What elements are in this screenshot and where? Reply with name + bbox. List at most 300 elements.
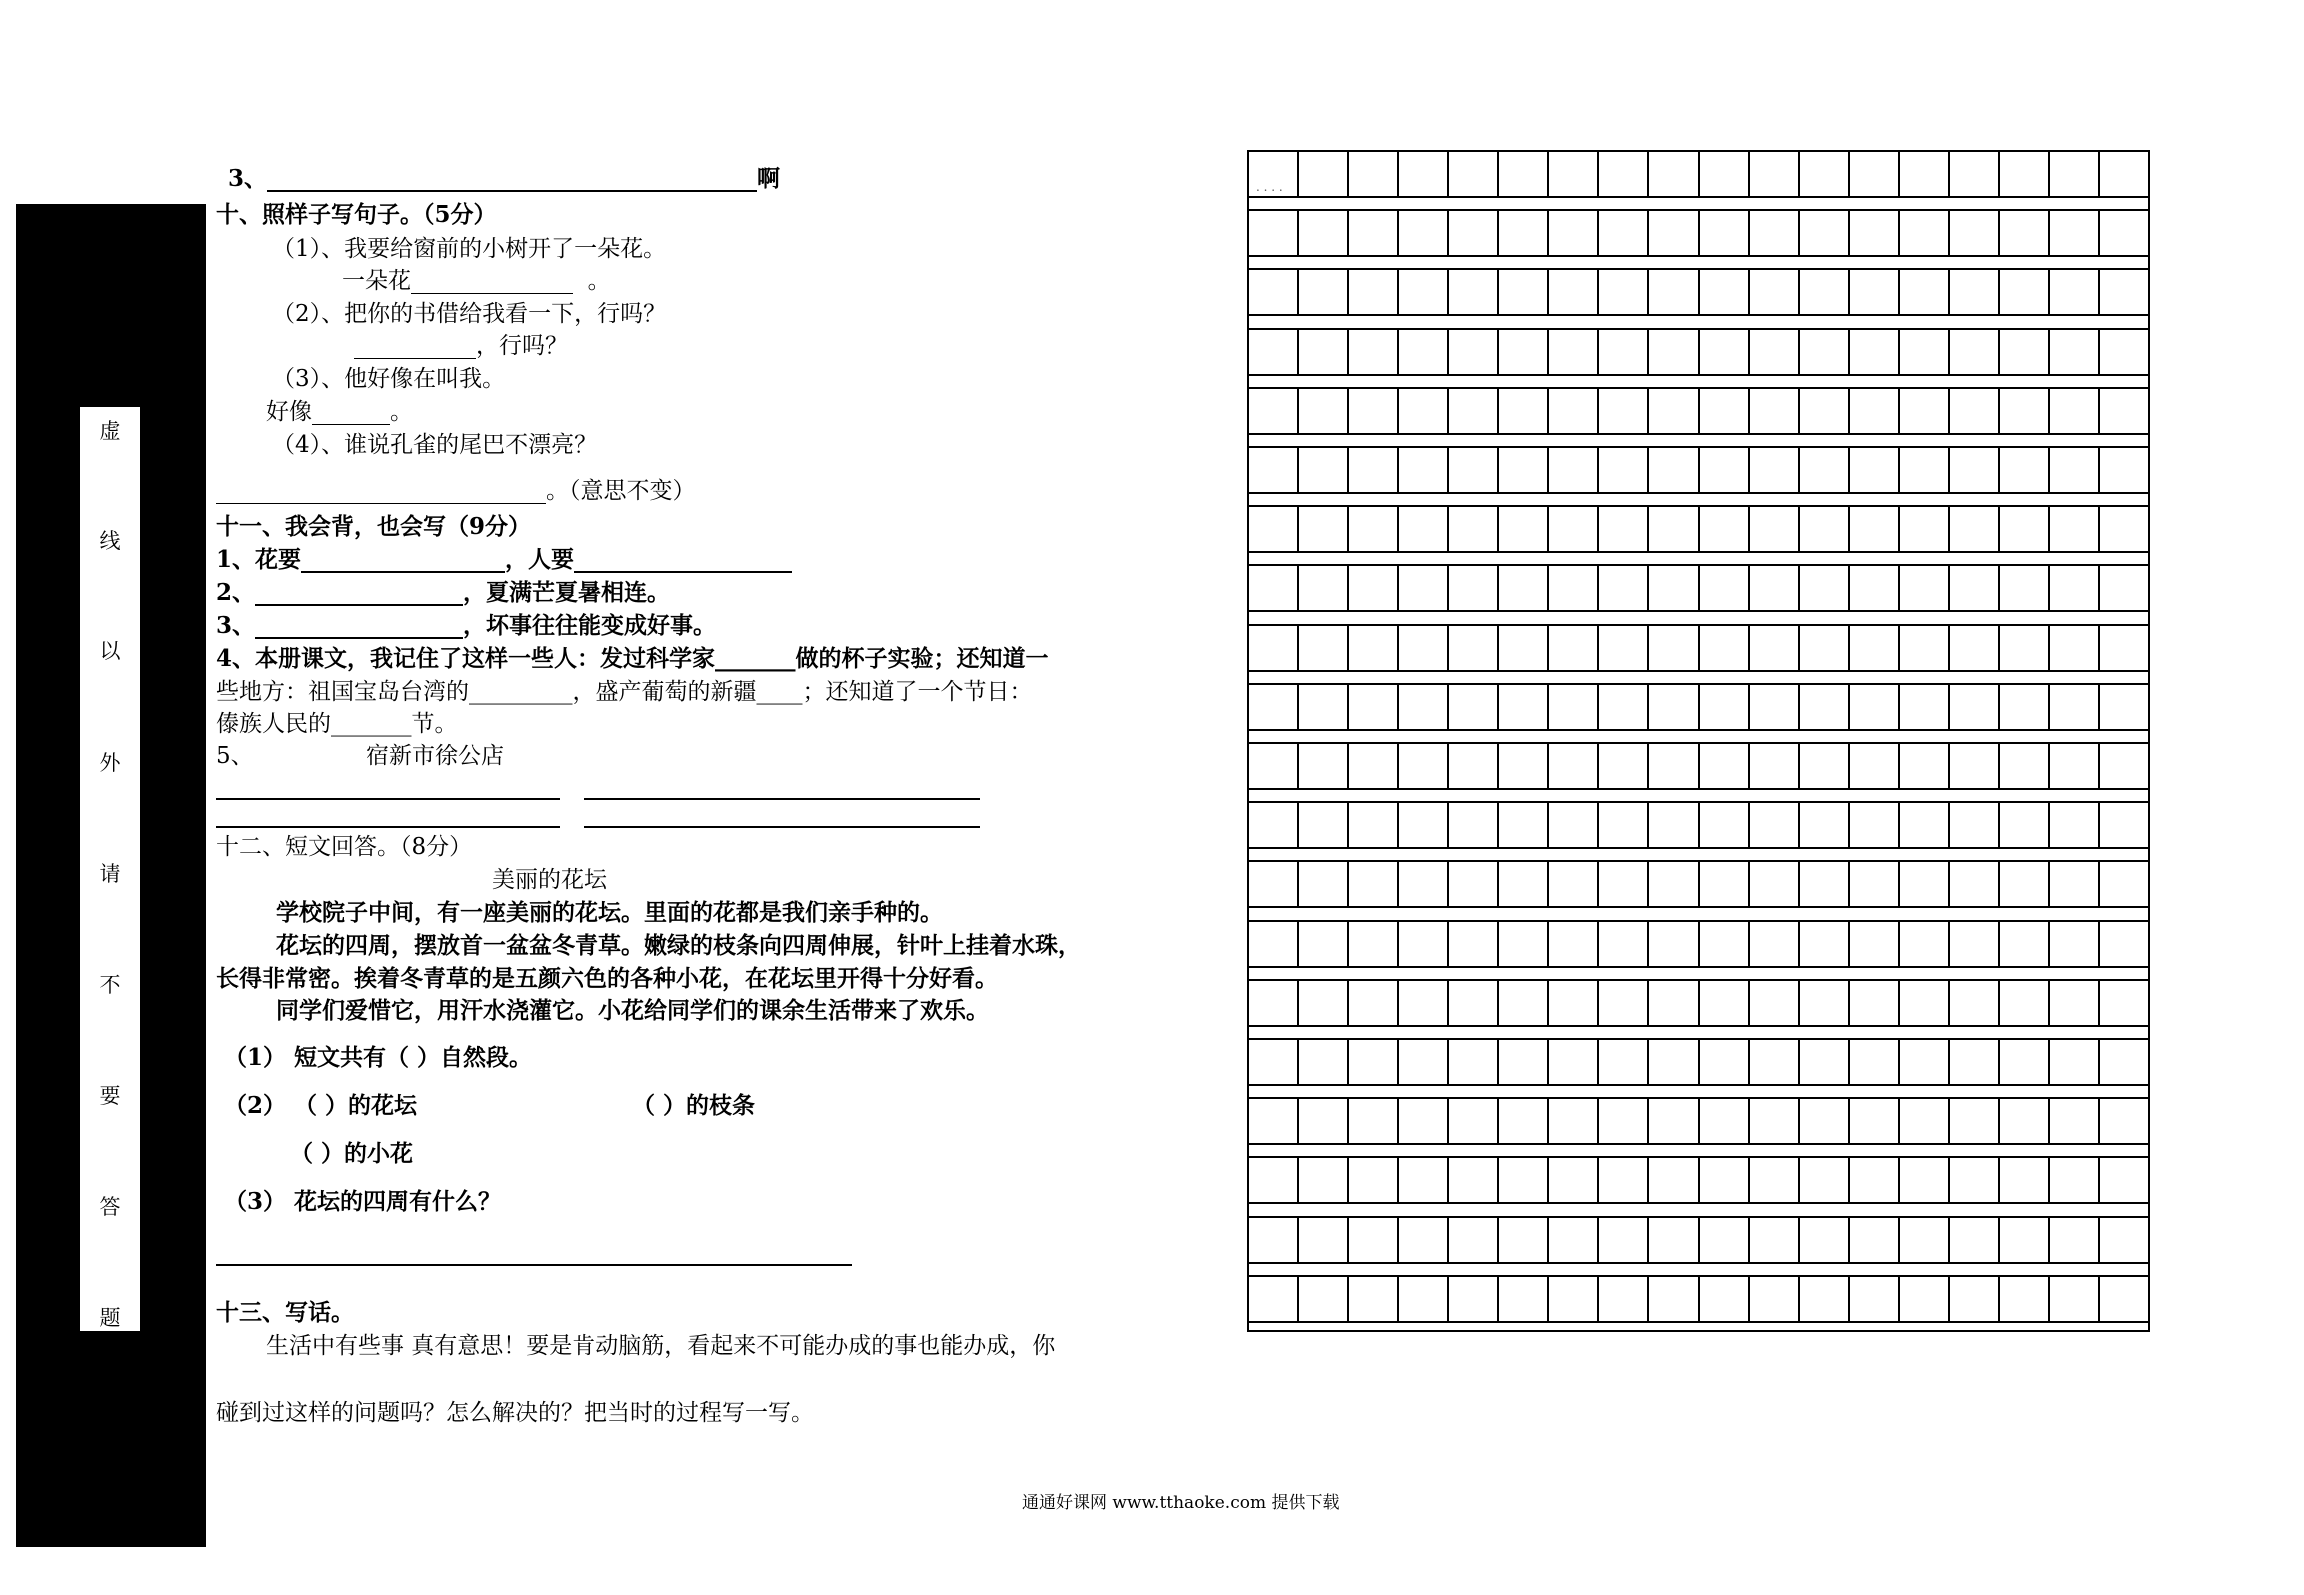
grid-cell-line: [1597, 1156, 1599, 1202]
grid-cell-line: [1948, 1216, 1950, 1262]
grid-cell-line: [1998, 1275, 2000, 1321]
grid-row-line: [1247, 314, 2150, 316]
grid-cell-line: [1597, 268, 1599, 314]
grid-cell-line: [1998, 742, 2000, 788]
grid-cell-line: [1297, 446, 1299, 492]
passage-para-1: 学校院子中间，有一座美丽的花坛。里面的花都是我们亲手种的。: [276, 899, 943, 926]
grid-cell-line: [1798, 209, 1800, 255]
grid-cell-line: [1998, 860, 2000, 906]
grid-cell-line: [2098, 860, 2100, 906]
grid-cell-line: [1547, 564, 1549, 610]
grid-cell-line: [1748, 209, 1750, 255]
grid-row-line: [1247, 551, 2150, 553]
grid-cell-line: [1297, 1275, 1299, 1321]
grid-row-line: [1247, 505, 2150, 507]
grid-cell-line: [1497, 801, 1499, 847]
grid-cell-line: [1597, 328, 1599, 374]
grid-cell-line: [1898, 1038, 1900, 1084]
grid-cell-line: [1848, 1038, 1850, 1084]
grid-row-line: [1247, 1038, 2150, 1040]
grid-cell-line: [1297, 1156, 1299, 1202]
answer-blank[interactable]: [255, 615, 463, 639]
prompt-text: 一朵花: [342, 268, 411, 294]
grid-cell-line: [1597, 1097, 1599, 1143]
grid-cell-line: [1547, 683, 1549, 729]
grid-cell-line: [1998, 979, 2000, 1025]
grid-cell-line: [2098, 1038, 2100, 1084]
grid-row-line: [1247, 1084, 2150, 1086]
q3-line: [228, 166, 780, 192]
answer-blank[interactable]: [267, 168, 757, 192]
grid-cell-line: [1748, 268, 1750, 314]
grid-cell-line: [1898, 505, 1900, 551]
grid-cell-line: [1698, 150, 1700, 196]
grid-cell-line: [1347, 1275, 1349, 1321]
grid-cell-line: [1948, 209, 1950, 255]
sec10-item-2: （2）、把你的书借给我看一下，行吗？: [272, 301, 667, 327]
section-10-title: 十、照样子写句子。（5分）: [216, 201, 497, 228]
grid-cell-line: [1698, 446, 1700, 492]
grid-cell-line: [1347, 920, 1349, 966]
grid-cell-line: [1948, 624, 1950, 670]
grid-row-line: [1247, 788, 2150, 790]
grid-cell-line: [1497, 387, 1499, 433]
grid-cell-line: [1547, 624, 1549, 670]
grid-cell-line: [1948, 328, 1950, 374]
grid-row-line: [1247, 1262, 2150, 1264]
grid-cell-line: [1297, 268, 1299, 314]
grid-cell-line: [1798, 1038, 1800, 1084]
grid-row-line: [1247, 683, 2150, 685]
grid-cell-line: [1798, 268, 1800, 314]
grid-cell-line: [1397, 979, 1399, 1025]
grid-cell-line: [2048, 1275, 2050, 1321]
grid-cell-line: [1547, 860, 1549, 906]
grid-cell-line: [1647, 564, 1649, 610]
grid-cell-line: [1497, 1156, 1499, 1202]
grid-cell-line: [1848, 683, 1850, 729]
grid-cell-line: [1397, 328, 1399, 374]
grid-cell-line: [1497, 446, 1499, 492]
section-12-title: 十二、短文回答。（8分）: [216, 834, 473, 860]
grid-cell-line: [1447, 920, 1449, 966]
passage-para-3: 同学们爱惜它，用汗水浇灌它。小花给同学们的课余生活带来了欢乐。: [276, 997, 989, 1024]
grid-cell-line: [1547, 1038, 1549, 1084]
grid-cell-line: [1748, 683, 1750, 729]
grid-cell-line: [1547, 150, 1549, 196]
grid-cell-line: [2098, 1275, 2100, 1321]
grid-cell-line: [1848, 328, 1850, 374]
grid-cell-line: [1447, 209, 1449, 255]
grid-cell-line: [1397, 1038, 1399, 1084]
grid-cell-line: [1748, 564, 1750, 610]
grid-cell-line: [1898, 268, 1900, 314]
grid-cell-line: [1748, 150, 1750, 196]
grid-cell-line: [1898, 801, 1900, 847]
grid-cell-line: [1397, 1216, 1399, 1262]
grid-cell-line: [1397, 1156, 1399, 1202]
grid-cell-line: [1748, 1038, 1750, 1084]
grid-row-line: [1247, 979, 2150, 981]
answer-blank[interactable]: [574, 549, 792, 573]
grid-cell-line: [1297, 1097, 1299, 1143]
grid-cell-line: [1998, 150, 2000, 196]
grid-cell-line: [1547, 209, 1549, 255]
grid-cell-line: [1497, 328, 1499, 374]
grid-cell-line: [2098, 1156, 2100, 1202]
grid-cell-line: [1447, 624, 1449, 670]
grid-cell-line: [1748, 920, 1750, 966]
section-13-title: 十三、写话。: [216, 1299, 354, 1326]
grid-cell-line: [1497, 860, 1499, 906]
grid-cell-line: [1798, 1156, 1800, 1202]
grid-cell-line: [1798, 742, 1800, 788]
answer-blank[interactable]: [255, 582, 463, 606]
grid-cell-line: [1948, 920, 1950, 966]
grid-cell-line: [2048, 801, 2050, 847]
grid-row-line: [1247, 1097, 2150, 1099]
grid-cell-line: [1647, 979, 1649, 1025]
answer-blank[interactable]: [354, 338, 476, 359]
grid-cell-line: [1597, 150, 1599, 196]
grid-cell-line: [1447, 505, 1449, 551]
grid-cell-line: [1798, 1097, 1800, 1143]
grid-cell-line: [1497, 920, 1499, 966]
grid-row-line: [1247, 860, 2150, 862]
grid-cell-line: [1798, 328, 1800, 374]
sec13-prompt-2: 碰到过这样的问题吗？怎么解决的？把当时的过程写一写。: [216, 1400, 814, 1426]
grid-cell-line: [2098, 505, 2100, 551]
grid-cell-line: [1948, 1156, 1950, 1202]
grid-cell-line: [1547, 387, 1549, 433]
grid-cell-line: [1597, 801, 1599, 847]
grid-row-line: [1247, 209, 2150, 211]
answer-blank[interactable]: [584, 798, 980, 800]
grid-cell-line: [1597, 505, 1599, 551]
grid-cell-line: [1748, 1216, 1750, 1262]
grid-cell-line: [1698, 209, 1700, 255]
sec10-item-4: （4）、谁说孔雀的尾巴不漂亮？: [272, 432, 598, 458]
grid-cell-line: [1848, 505, 1850, 551]
grid-cell-line: [1698, 1216, 1700, 1262]
grid-cell-line: [1397, 150, 1399, 196]
grid-cell-line: [2048, 683, 2050, 729]
grid-cell-line: [1898, 150, 1900, 196]
grid-cell-line: [1948, 1275, 1950, 1321]
grid-cell-line: [1597, 920, 1599, 966]
grid-cell-line: [1898, 1216, 1900, 1262]
grid-cell-line: [1597, 1275, 1599, 1321]
grid-cell-line: [1848, 1156, 1850, 1202]
grid-cell-line: [1798, 624, 1800, 670]
grid-cell-line: [1898, 1097, 1900, 1143]
grid-row-line: [1247, 920, 2150, 922]
grid-cell-line: [1447, 150, 1449, 196]
grid-cell-line: [1347, 624, 1349, 670]
grid-cell-line: [1647, 1038, 1649, 1084]
sec12-q3: （3） 花坛的四周有什么？: [224, 1188, 502, 1215]
grid-cell-line: [1848, 860, 1850, 906]
q3-tail: 啊: [757, 165, 781, 192]
grid-cell-line: [1347, 979, 1349, 1025]
prompt-text: 3、: [216, 612, 256, 639]
grid-cell-line: [1647, 1275, 1649, 1321]
grid-cell-line: [1998, 268, 2000, 314]
grid-cell-line: [1998, 387, 2000, 433]
grid-row-line: [1247, 268, 2150, 270]
grid-cell-line: [1948, 801, 1950, 847]
seal-char: 请: [99, 862, 121, 886]
grid-cell-line: [2048, 920, 2050, 966]
grid-cell-line: [1748, 446, 1750, 492]
grid-cell-line: [1698, 387, 1700, 433]
footer-credit: 通通好课网 www.tthaoke.com 提供下载: [1022, 1493, 1340, 1513]
grid-cell-line: [1297, 860, 1299, 906]
grid-cell-line: [1497, 1216, 1499, 1262]
grid-cell-line: [1497, 268, 1499, 314]
grid-cell-line: [1647, 683, 1649, 729]
grid-cell-line: [1748, 387, 1750, 433]
grid-cell-line: [1848, 624, 1850, 670]
grid-cell-line: [1998, 1038, 2000, 1084]
sec11-line-2: [216, 580, 670, 606]
grid-cell-line: [1647, 742, 1649, 788]
grid-cell-line: [1397, 209, 1399, 255]
punct: 。: [390, 399, 413, 425]
grid-cell-line: [1798, 1275, 1800, 1321]
grid-cell-line: [1297, 979, 1299, 1025]
grid-row-line: [1247, 492, 2150, 494]
grid-cell-line: [1698, 624, 1700, 670]
section-11-title: 十一、我会背，也会写（9分）: [216, 513, 532, 540]
grid-cell-line: [1347, 742, 1349, 788]
grid-cell-line: [1898, 979, 1900, 1025]
grid-cell-line: [1948, 979, 1950, 1025]
grid-cell-line: [1597, 860, 1599, 906]
grid-cell-line: [1497, 505, 1499, 551]
sec11-line-1: [216, 547, 792, 573]
grid-cell-line: [2048, 446, 2050, 492]
grid-cell-line: [1798, 387, 1800, 433]
grid-cell-line: [1848, 1216, 1850, 1262]
grid-cell-line: [1848, 979, 1850, 1025]
grid-cell-line: [1447, 683, 1449, 729]
answer-blank[interactable]: [584, 826, 980, 828]
grid-cell-line: [1547, 920, 1549, 966]
grid-cell-line: [1998, 1156, 2000, 1202]
grid-cell-line: [1698, 742, 1700, 788]
grid-cell-line: [1898, 1275, 1900, 1321]
grid-cell-line: [1347, 505, 1349, 551]
grid-cell-line: [1547, 328, 1549, 374]
sec10-item-4-answer: [216, 478, 696, 504]
grid-cell-line: [1698, 920, 1700, 966]
grid-cell-line: [1647, 209, 1649, 255]
grid-cell-line: [2048, 328, 2050, 374]
prompt-text: ，行吗？: [476, 333, 568, 359]
grid-cell-line: [1447, 328, 1449, 374]
grid-cell-line: [1748, 979, 1750, 1025]
grid-cell-line: [1297, 1216, 1299, 1262]
grid-row-line: [1247, 328, 2150, 330]
grid-row-line: [1247, 1202, 2150, 1204]
grid-cell-line: [1497, 683, 1499, 729]
grid-cell-line: [1798, 801, 1800, 847]
grid-cell-line: [1347, 1156, 1349, 1202]
grid-cell-line: [1297, 150, 1299, 196]
grid-cell-line: [1597, 446, 1599, 492]
grid-cell-line: [1698, 268, 1700, 314]
grid-cell-line: [1848, 742, 1850, 788]
grid-cell-line: [1547, 979, 1549, 1025]
grid-cell-line: [1547, 446, 1549, 492]
grid-cell-line: [1698, 801, 1700, 847]
passage-para-2-cont: 长得非常密。挨着冬青草的是五颜六色的各种小花，在花坛里开得十分好看。: [216, 965, 998, 992]
grid-cell-line: [1647, 860, 1649, 906]
grid-cell-line: [1898, 564, 1900, 610]
grid-cell-line: [1497, 564, 1499, 610]
seal-char: 虚: [99, 419, 121, 443]
grid-cell-line: [1547, 505, 1549, 551]
grid-cell-line: [1497, 209, 1499, 255]
prompt-text: ，坏事往往能变成好事。: [463, 612, 717, 639]
prompt-text: 好像: [266, 399, 312, 425]
grid-cell-line: [1447, 1275, 1449, 1321]
grid-cell-line: [1547, 268, 1549, 314]
grid-cell-line: [1748, 860, 1750, 906]
grid-cell-line: [1647, 387, 1649, 433]
grid-cell-line: [1748, 1275, 1750, 1321]
grid-cell-line: [2098, 328, 2100, 374]
grid-cell-line: [1948, 150, 1950, 196]
answer-blank[interactable]: [411, 273, 573, 294]
grid-cell-line: [1347, 387, 1349, 433]
grid-cell-line: [1848, 446, 1850, 492]
grid-cell-line: [1848, 1097, 1850, 1143]
grid-row-line: [1247, 670, 2150, 672]
grid-cell-line: [1948, 387, 1950, 433]
grid-cell-line: [1798, 683, 1800, 729]
seal-char: 要: [99, 1084, 121, 1108]
grid-cell-line: [1347, 683, 1349, 729]
grid-cell-line: [1447, 1038, 1449, 1084]
grid-row-line: [1247, 610, 2150, 612]
grid-cell-line: [2098, 150, 2100, 196]
grid-cell-line: [1597, 209, 1599, 255]
grid-cell-line: [1347, 564, 1349, 610]
grid-cell-line: [2048, 387, 2050, 433]
answer-blank[interactable]: [216, 826, 560, 828]
grid-cell-line: [1698, 564, 1700, 610]
grid-cell-line: [1347, 860, 1349, 906]
grid-cell-line: [1347, 268, 1349, 314]
grid-cell-line: [1447, 446, 1449, 492]
sec12-q2b: （ ）的枝条: [632, 1092, 756, 1119]
grid-cell-line: [1948, 683, 1950, 729]
grid-cell-line: [1848, 1275, 1850, 1321]
grid-cell-line: [1597, 387, 1599, 433]
grid-cell-line: [1998, 801, 2000, 847]
grid-cell-line: [1998, 209, 2000, 255]
grid-row-line: [1247, 255, 2150, 257]
answer-blank[interactable]: [216, 1264, 852, 1266]
grid-cell-line: [1898, 209, 1900, 255]
grid-cell-line: [1397, 268, 1399, 314]
grid-cell-line: [1998, 328, 2000, 374]
grid-cell-line: [2098, 624, 2100, 670]
grid-cell-line: [1898, 328, 1900, 374]
grid-cell-line: [1647, 1216, 1649, 1262]
grid-cell-line: [1447, 1097, 1449, 1143]
grid-cell-line: [1898, 624, 1900, 670]
grid-cell-line: [1297, 683, 1299, 729]
grid-cell-line: [1798, 860, 1800, 906]
grid-cell-line: [1998, 564, 2000, 610]
grid-cell-line: [1698, 328, 1700, 374]
answer-blank[interactable]: [312, 404, 390, 425]
answer-blank[interactable]: [216, 483, 546, 504]
grid-border: [2148, 150, 2150, 1330]
grid-cell-line: [2098, 683, 2100, 729]
grid-cell-line: [1397, 1275, 1399, 1321]
grid-cell-line: [1297, 209, 1299, 255]
grid-cell-line: [1848, 268, 1850, 314]
grid-cell-line: [1297, 328, 1299, 374]
grid-cell-line: [1998, 624, 2000, 670]
grid-cell-line: [1347, 150, 1349, 196]
grid-cell-line: [1748, 1156, 1750, 1202]
sec11-line-4: 4、本册课文，我记住了这样一些人：发过科学家_______做的杯子实验；还知道一: [216, 645, 1049, 672]
answer-blank[interactable]: [216, 798, 560, 800]
grid-cell-line: [1397, 801, 1399, 847]
grid-cell-line: [1898, 446, 1900, 492]
passage-para-2: 花坛的四周，摆放首一盆盆冬青草。嫩绿的枝条向四周伸展，针叶上挂着水珠，: [276, 932, 1081, 959]
grid-cell-line: [1497, 1038, 1499, 1084]
grid-cell-line: [1297, 505, 1299, 551]
grid-cell-line: [1597, 624, 1599, 670]
grid-row-line: [1247, 624, 2150, 626]
passage-title: 美丽的花坛: [492, 867, 607, 893]
prompt-text: 。（意思不变）: [546, 478, 696, 504]
answer-blank[interactable]: [301, 549, 505, 573]
grid-row-line: [1247, 1216, 2150, 1218]
grid-cell-line: [1798, 1216, 1800, 1262]
sec12-q2a: （2） （ ）的花坛: [224, 1092, 418, 1119]
grid-cell-line: [1497, 742, 1499, 788]
sec10-item-2-answer: [354, 333, 568, 359]
grid-cell-line: [1297, 742, 1299, 788]
grid-cell-line: [1647, 1097, 1649, 1143]
grid-cell-line: [1798, 505, 1800, 551]
grid-cell-line: [1798, 446, 1800, 492]
grid-cell-line: [1647, 150, 1649, 196]
grid-cell-line: [1647, 446, 1649, 492]
grid-cell-line: [2048, 1156, 2050, 1202]
grid-cell-line: [1397, 742, 1399, 788]
grid-cell-line: [1898, 387, 1900, 433]
grid-cell-line: [1948, 742, 1950, 788]
grid-cell-line: [2048, 1097, 2050, 1143]
grid-cell-line: [1347, 328, 1349, 374]
seal-char: 以: [99, 639, 121, 663]
grid-cell-line: [1698, 979, 1700, 1025]
grid-cell-line: [1497, 1097, 1499, 1143]
grid-cell-line: [1998, 683, 2000, 729]
grid-cell-line: [1447, 860, 1449, 906]
grid-row-line: [1247, 966, 2150, 968]
sec11-line-7: [216, 743, 254, 769]
grid-row-line: [1247, 847, 2150, 849]
